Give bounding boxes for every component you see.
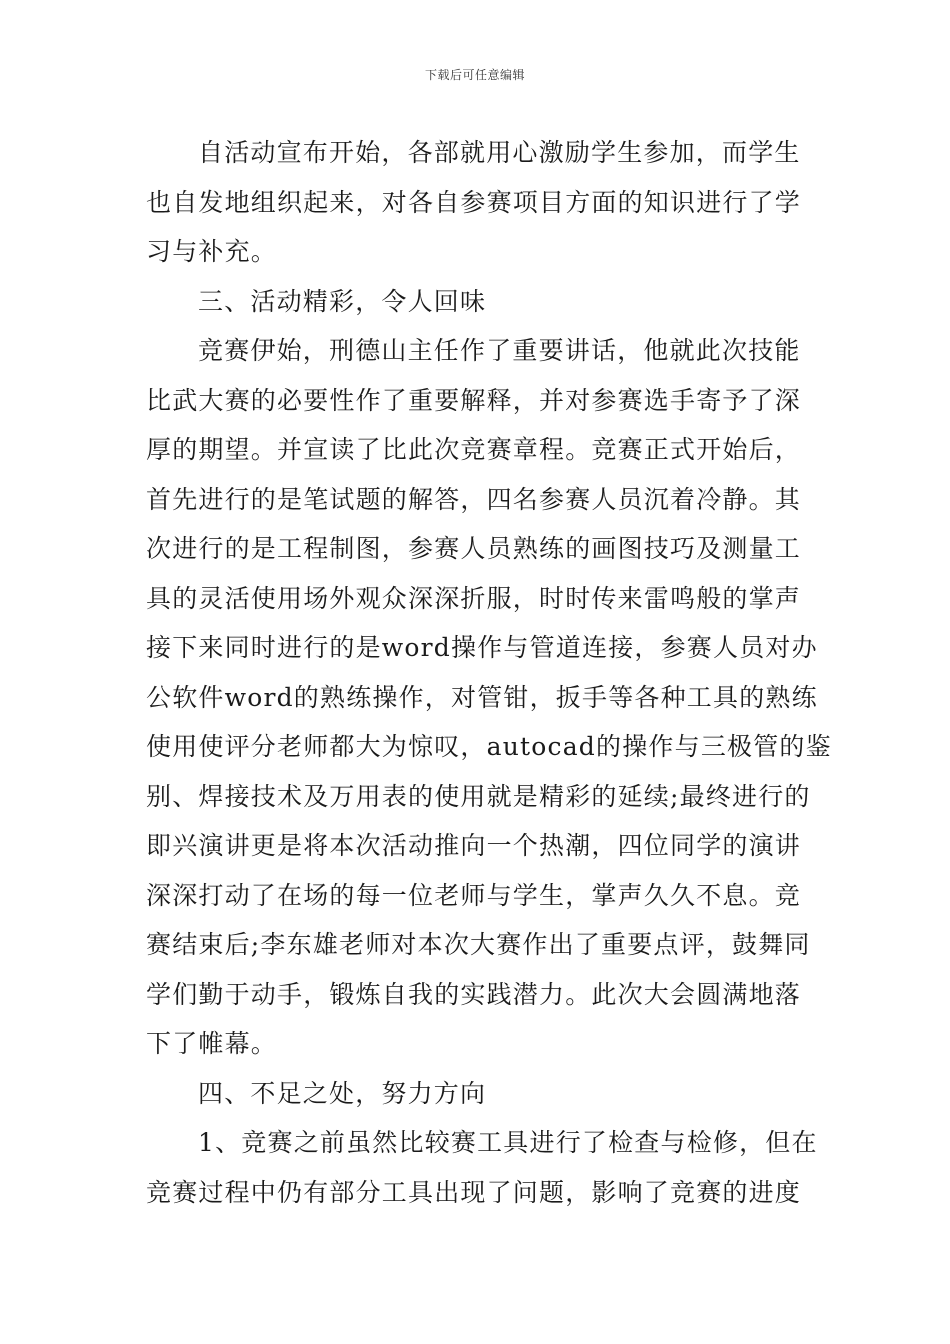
document-body [146, 128, 832, 1217]
text-line: 公软件word的熟练操作，对管钳，扳手等各种工具的熟练 [146, 682, 818, 712]
text-line: 比武大赛的必要性作了重要解释，并对参赛选手寄予了深 [146, 385, 802, 415]
text-line: 赛结束后;李东雄老师对本次大赛作出了重要点评，鼓舞同 [146, 930, 811, 959]
section-heading: 三、活动精彩，令人回味 [198, 286, 487, 316]
text-line: 学们勤于动手，锻炼自我的实践潜力。此次大会圆满地落 [146, 979, 802, 1009]
text-line: 也自发地组织起来，对各自参赛项目方面的知识进行了学 [146, 187, 802, 217]
text-line: 即兴演讲更是将本次活动推向一个热潮，四位同学的演讲 [146, 831, 802, 860]
text-line: 具的灵活使用场外观众深深折服，时时传来雷鸣般的掌声 [146, 583, 802, 613]
text-line: 首先进行的是笔试题的解答，四名参赛人员沉着冷静。其 [146, 484, 802, 514]
section-heading: 四、不足之处，努力方向 [198, 1078, 487, 1108]
header-note: 下载后可任意编辑 [424, 68, 525, 82]
text-line: 竞赛伊始，刑德山主任作了重要讲话，他就此次技能 [198, 336, 801, 365]
text-line: 下了帷幕。 [146, 1029, 278, 1058]
text-line: 自活动宣布开始，各部就用心激励学生参加，而学生 [198, 138, 801, 167]
text-line: 接下来同时进行的是word操作与管道连接，参赛人员对办 [146, 633, 818, 662]
text-line: 1、竞赛之前虽然比较赛工具进行了检查与检修，但在 [198, 1128, 818, 1157]
text-line: 习与补充。 [146, 237, 278, 266]
text-line: 使用使评分老师都大为惊叹，autocad的操作与三极管的鉴 [146, 732, 832, 761]
text-line: 别、焊接技术及万用表的使用就是精彩的延续;最终进行的 [146, 781, 811, 811]
text-line: 厚的期望。并宣读了比此次竞赛章程。竞赛正式开始后， [146, 435, 802, 464]
text-line: 次进行的是工程制图，参赛人员熟练的画图技巧及测量工 [146, 534, 802, 563]
text-line: 竞赛过程中仍有部分工具出现了问题，影响了竞赛的进度 [146, 1177, 802, 1207]
text-line: 深深打动了在场的每一位老师与学生，掌声久久不息。竞 [146, 880, 802, 910]
